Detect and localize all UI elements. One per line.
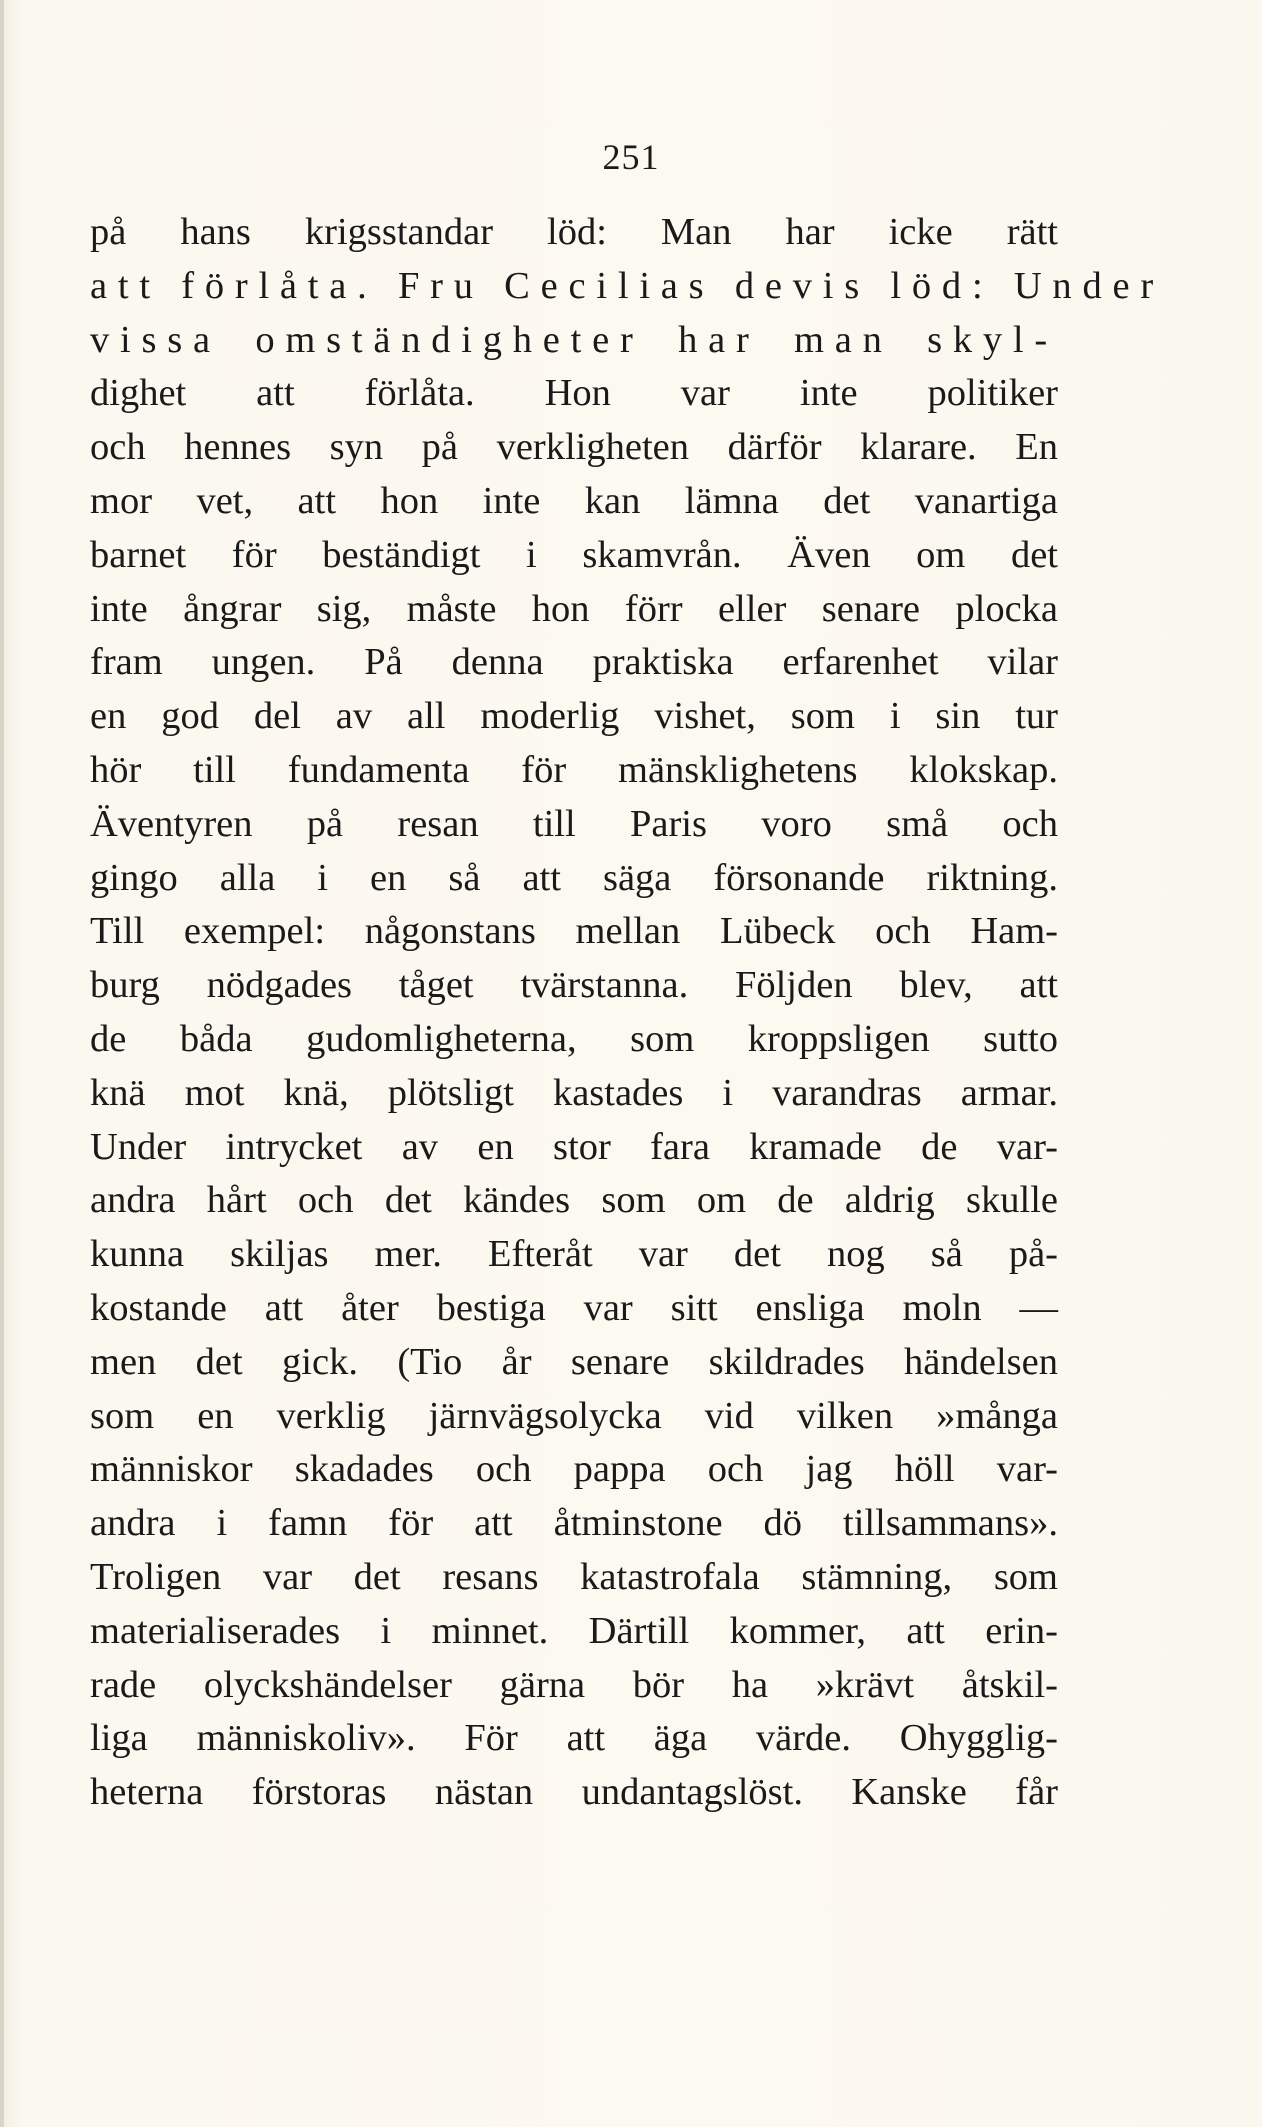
text-line: på hans krigsstandar löd: Man har icke rätt: [90, 211, 1058, 253]
text-line: och hennes syn på verkligheten därför klarare. En: [90, 426, 1058, 469]
text-line: heterna förstoras nästan undantagslöst. Kanske får: [90, 1771, 1058, 1814]
page-number: 251: [602, 137, 660, 177]
text-line: fram ungen. På denna praktiska erfarenhet vilar: [90, 641, 1058, 684]
text-line: materialiserades i minnet. Därtill kommer, att erin-: [90, 1609, 1058, 1652]
text-line: barnet för beständigt i skamvrån. Även om det: [90, 533, 1058, 576]
text-line: mor vet, att hon inte kan lämna det vanartiga: [90, 479, 1058, 522]
text-line: att förlåta. Fru Cecilias devis löd: Under: [90, 264, 1164, 307]
text-line: gingo alla i en så att säga försonande riktning.: [90, 856, 1058, 899]
text-line: vissa omständigheter har man skyl-: [90, 318, 1058, 361]
text-line: andra hårt och det kändes som om de aldrig skulle: [90, 1179, 1058, 1222]
text-line: knä mot knä, plötsligt kastades i varandras armar.: [90, 1071, 1058, 1114]
text-line: Under intrycket av en stor fara kramade de var-: [90, 1125, 1058, 1168]
text-line: liga människoliv». För att äga värde. Ohygglig-: [90, 1717, 1058, 1760]
text-line: andra i famn för att åtminstone dö tillsammans».: [90, 1502, 1058, 1545]
text-line: som en verklig järnvägsolycka vid vilken »många: [90, 1394, 1058, 1437]
text-line: en god del av all moderlig vishet, som i sin tur: [90, 695, 1058, 738]
body-text: [90, 206, 1164, 1820]
page-edge: [0, 0, 4, 2127]
text-line: Till exempel: någonstans mellan Lübeck och Ham-: [90, 910, 1058, 953]
text-line: hör till fundamenta för mänsklighetens klokskap.: [90, 748, 1058, 791]
text-line: människor skadades och pappa och jag höll var-: [90, 1448, 1058, 1491]
text-line: kunna skiljas mer. Efteråt var det nog så på-: [90, 1233, 1058, 1276]
text-line: inte ångrar sig, måste hon förr eller senare plocka: [90, 587, 1058, 630]
text-line: Äventyren på resan till Paris voro små och: [90, 802, 1058, 845]
text-line: Troligen var det resans katastrofala stämning, som: [90, 1555, 1058, 1598]
text-line: kostande att åter bestiga var sitt ensliga moln —: [90, 1286, 1058, 1329]
text-line: de båda gudomligheterna, som kroppsligen sutto: [90, 1017, 1058, 1060]
text-line: burg nödgades tåget tvärstanna. Följden blev, att: [90, 964, 1058, 1007]
text-line: rade olyckshändelser gärna bör ha »krävt åtskil-: [90, 1663, 1058, 1706]
text-line: men det gick. (Tio år senare skildrades händelsen: [90, 1340, 1058, 1383]
text-line: dighet att förlåta. Hon var inte politiker: [90, 372, 1058, 415]
